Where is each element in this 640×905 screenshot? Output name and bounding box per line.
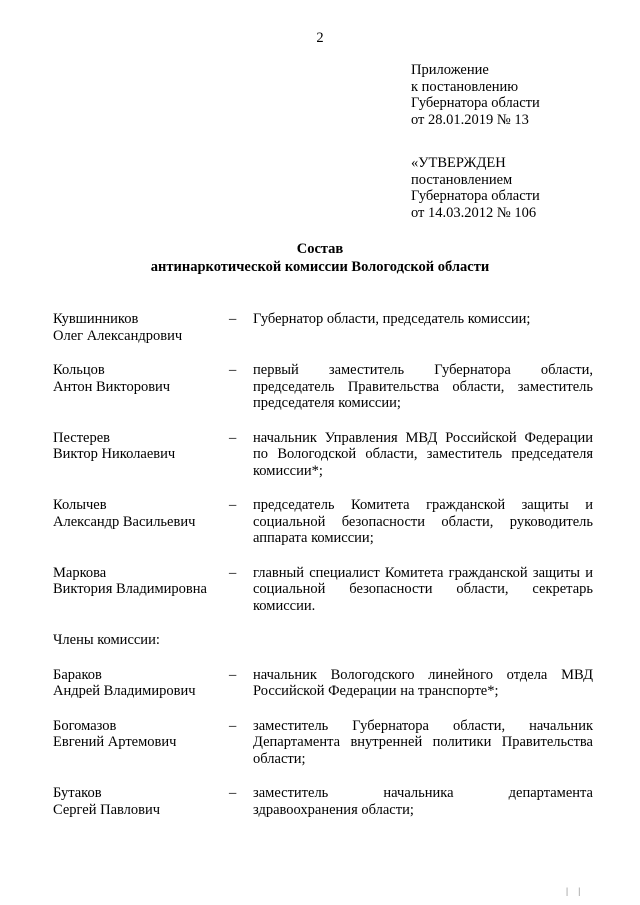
member-dash: – xyxy=(229,429,237,446)
appendix-line: Губернатора области xyxy=(411,95,540,111)
approval-block xyxy=(411,155,611,221)
member-dash: – xyxy=(229,362,237,378)
member-role: Губернатор области, председатель комиссии; xyxy=(253,311,531,327)
member-name xyxy=(53,362,229,395)
member-name xyxy=(53,311,229,344)
member-surname: Маркова xyxy=(53,564,107,581)
appendix-line: Приложение xyxy=(411,62,489,78)
member-name xyxy=(53,718,229,751)
member-name xyxy=(53,785,229,818)
list-item xyxy=(53,785,593,818)
member-surname: Пестерев xyxy=(53,429,111,446)
member-surname: Кувшинников xyxy=(53,311,139,327)
list-item xyxy=(53,718,593,768)
member-surname: Кольцов xyxy=(53,362,105,378)
approval-line: «УТВЕРЖДЕН xyxy=(411,155,506,171)
approval-line: Губернатора области xyxy=(411,188,540,204)
list-item xyxy=(53,497,593,547)
member-dash: – xyxy=(229,785,237,801)
member-name xyxy=(53,565,229,598)
list-item xyxy=(53,311,593,344)
list-item xyxy=(53,667,593,700)
member-given-name: Виктор Николаевич xyxy=(53,446,176,462)
member-name xyxy=(53,497,229,530)
title-line-1: Состав xyxy=(296,241,344,257)
member-dash: – xyxy=(229,717,237,734)
member-role: первый заместитель Губернатора области, председатель Правительства области, заместитель председателя комиссии; xyxy=(253,362,593,411)
scan-mark: | | xyxy=(566,885,584,896)
member-surname: Бутаков xyxy=(53,785,102,801)
member-surname: Богомазов xyxy=(53,717,117,734)
member-given-name: Евгений Артемович xyxy=(53,734,177,750)
page-number: 2 xyxy=(316,30,324,46)
member-given-name: Андрей Владимирович xyxy=(53,683,196,699)
member-role: председатель Комитета гражданской защиты и социальной безопасности области, руководитель аппарата комиссии; xyxy=(253,497,593,546)
member-surname: Бараков xyxy=(53,666,102,683)
title-line-2: антинаркотической комиссии Вологодской области xyxy=(150,258,490,275)
member-dash: – xyxy=(229,666,237,683)
approval-line: от 14.03.2012 № 106 xyxy=(411,204,537,221)
member-given-name: Олег Александрович xyxy=(53,327,183,344)
member-given-name: Александр Васильевич xyxy=(53,513,196,530)
members-section-heading: Члены комиссии: xyxy=(53,632,160,648)
member-role: заместитель начальника департамента здравоохранения области; xyxy=(253,785,593,818)
member-role: начальник Вологодского линейного отдела МВД Российской Федерации на транспорте*; xyxy=(253,666,593,699)
member-given-name: Сергей Павлович xyxy=(53,801,161,818)
member-dash: – xyxy=(229,497,237,513)
member-given-name: Виктория Владимировна xyxy=(53,581,207,597)
list-item xyxy=(53,430,593,480)
member-dash: – xyxy=(229,564,237,581)
member-list xyxy=(53,311,593,836)
member-role: начальник Управления МВД Российской Федерации по Вологодской области, заместитель председателя комиссии*; xyxy=(253,429,593,479)
list-item xyxy=(53,362,593,412)
member-surname: Колычев xyxy=(53,497,107,513)
member-role: заместитель Губернатора области, начальник Департамента внутренней политики Правительства области; xyxy=(253,717,593,767)
approval-line: постановлением xyxy=(411,171,513,188)
member-dash: – xyxy=(229,311,237,327)
member-name xyxy=(53,667,229,700)
appendix-line: от 28.01.2019 № 13 xyxy=(411,111,529,128)
member-given-name: Антон Викторович xyxy=(53,378,171,395)
appendix-line: к постановлению xyxy=(411,78,519,95)
member-name xyxy=(53,430,229,463)
document-title xyxy=(0,241,640,276)
appendix-block xyxy=(411,62,611,128)
list-item xyxy=(53,565,593,615)
member-role: главный специалист Комитета гражданской защиты и социальной безопасности области, секретарь комиссии. xyxy=(253,564,593,614)
